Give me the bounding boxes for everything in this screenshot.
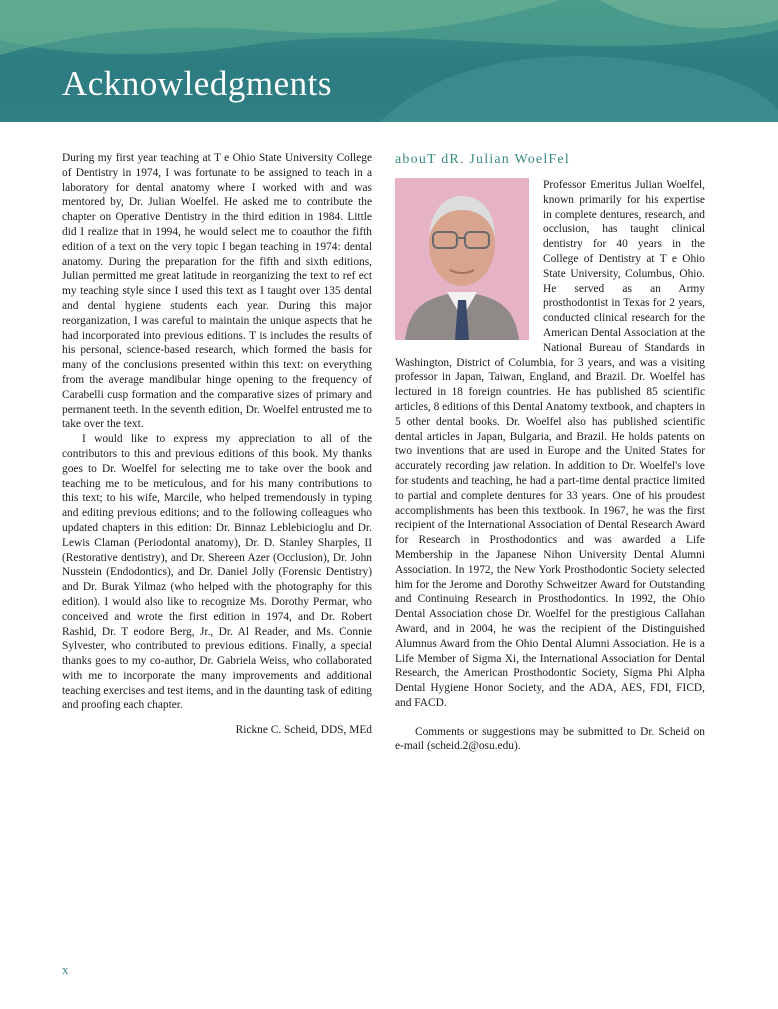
comments-note: Comments or suggestions may be submitted to Dr. Scheid on e-mail (scheid.2@osu.edu). [395, 725, 705, 753]
paragraph: I would like to express my appreciation to all of the contributors to this and previous editions of this book. My thanks goes to Dr. Woelfel for selecting me to take over the book and teaching me to be meticulous, and for his many contributions to this text; to his wife, Marcile, who helped tremendously in typing and editing previous editions; and to the following colleagues who updated chapters in this edition: Dr. Binnaz Leblebicioglu and Dr. Lewis Claman (Periodontal anatomy), Dr. D. Stanley Sharples, II (Restorative dentistry), and Dr. Shereen Azer (Occlusion), Dr. John Nusstein (Endodontics), and Dr. Daniel Jolly (Forensic Dentistry) and Dr. Burak Yilmaz (who helped with the photography for this edition). I would also like to recognize Ms. Dorothy Permar, who conceived and wrote the first edition in 1974, and Dr. Robert Rashid, Dr. T eodore Berg, Jr., Dr. Al Reader, and Ms. Connie Sylvester, who contributed to previous editions. Finally, a special thanks goes to my co-author, Dr. Gabriela Weiss, who collaborated with me to incorporate the many improvements and additional teaching exercises and test items, and in the daunting task of editing and proofing each chapter. [62, 433, 372, 712]
author-bio: Professor Emeritus Julian Woelfel, known primarily for his expertise in complete dentures, research, and occlusion, has taught clinical dentistry for 40 years in the College of Dentistry at T e Ohio State University, Columbus, Ohio. He served as an Army prosthodontist in Texas for 2 years, conducted clinical research for the American Dental Association at the National Bureau of Standards in Washington, District of Columbia, for 3 years, and was a visiting professor in Japan, Taiwan, England, and Brazil. Dr. Woelfel has lectured in 18 foreign countries. He has published 85 scientific articles, 8 editions of this Dental Anatomy textbook, and chapters in 5 other dental books. Dr. Woelfel also has published scientific dental articles in Japan, Bulgaria, and Brazil. He holds patents on two inventions that are used in Europe and the United States for accurately recording jaw relation. In addition to Dr. Woelfel's love for students and teaching, he had a part-time dental practice limited to partial and complete dentures for 33 years. One of his proudest accomplishments has been this textbook. In 1967, he was the first recipient of the International Association of Dental Research Award for Research in Prosthodontics and was awarded a Life Membership in the Japanese Nihon University Dental Alumni Association. In 1972, the New York Prosthodontic Society selected him for the Jerome and Dorothy Schweitzer Award for Outstanding and Continuing Research in Prosthodontics. In 1992, the Ohio Dental Association chose Dr. Woelfel for the prestigious Callahan Award, and in 2004, he was the recipient of the Distinguished Alumnus Award from the Ohio Dental Alumni Association. He is a Life Member of Sigma Xi, the International Association for Dental Research, the American Prosthodontic Society, Sigma Phi Alpha Dental Hygiene Honor Society, and the ADA, AES, FDI, FICD, and FACD. [395, 179, 706, 709]
author-portrait-photo [395, 178, 529, 340]
header-banner [0, 0, 778, 122]
author-signature: Rickne C. Scheid, DDS, MEd [235, 724, 372, 737]
page-title: Acknowledgments [62, 64, 332, 103]
section-heading: abouT dR. Julian WoelFel [395, 152, 570, 167]
page-number: x [62, 962, 69, 977]
acknowledgments-text [62, 151, 372, 738]
paragraph: During my first year teaching at T e Ohio State University College of Dentistry in 1974, I was fortunate to be assigned to teach in a laboratory for dental anatomy where I worked with and was mentored by, Dr. Julian Woelfel. He asked me to contribute the chapter on Operative Dentistry in the third edition in 1984. Little did I realize that in 1994, he would select me to coauthor the fifth edition of a text on the very topic I began teaching in 1974: dental anatomy. During the preparation for the fifth and sixth editions, Julian permitted me great latitude in reorganizing the text to ref ect my teaching style since I used this text as I taught over 135 dental and dental hygiene students each year. During this major reorganization, I was careful to maintain the unique aspects that he had incorporated into previous editions. T is includes the results of his personal, science-based research, which formed the basis for many of the conclusions presented within this text: on everything from the average mandibular hinge opening to the frequency of Carabelli cusp formation and the comparative sizes of primary and permanent teeth. In the seventh edition, Dr. Woelfel entrusted me to take over the text. [62, 152, 372, 431]
portrait-illustration [395, 178, 529, 340]
about-author-section [395, 151, 705, 754]
banner-wave-decoration [0, 0, 778, 122]
